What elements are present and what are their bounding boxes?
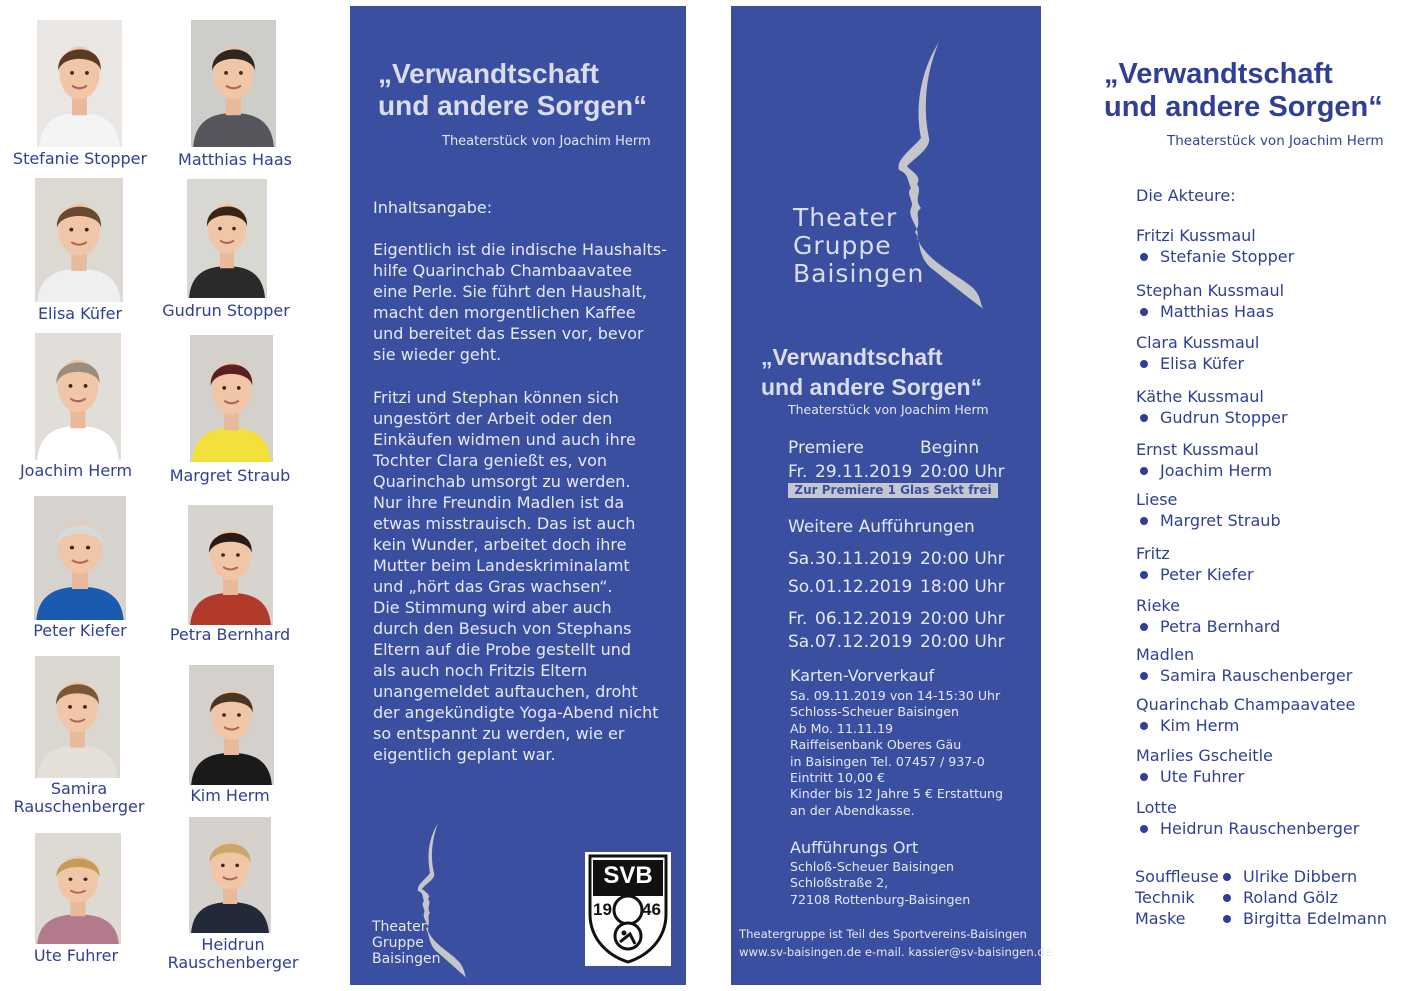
presale-lines-line: Kinder bis 12 Jahre 5 € Erstattung [790,786,1004,802]
portrait-icon [37,20,122,147]
cast-photo [35,833,121,944]
synopsis-text-2: Fritzi und Stephan können sich ungestört der Arbeit oder den Einkäufen widmen und auch ihre Tochter Clara genießt es, von Quarinchab umsorgt zu werden. Nur ihre Freundin Madlen ist da etwas misstrauisch. Das ist auch kein Wunder, arbeitet doch ihre Mutter beim Landeskriminalamt und „hört das Gras wachsen“. Die Stimmung wird aber auch durch den Besuch von Stephans Eltern auf die Probe gestellt und als auch noch Fritzis Eltern unangemeldet auftauchen, droht der angekündigte Yoga-Abend nicht so entspannt zu werden, wie er eigentlich geplant war. [373,388,659,764]
presale-lines-line: Ab Mo. 11.11.19 [790,720,894,736]
cast-role: Lotte [1136,798,1177,817]
portrait-icon [191,20,276,147]
presale-heading: Karten-Vorverkauf [790,666,935,685]
portrait-icon [189,665,274,785]
synopsis-paragraph-1 [373,239,678,365]
synopsis-heading: Inhaltsangabe: [373,198,493,217]
portrait-icon [35,833,121,944]
footer-line1: Theatergruppe ist Teil des Sportvereins-Baisingen [739,927,1027,941]
cast-role: Clara Kussmaul [1136,333,1260,352]
cast-photo [188,505,273,625]
cast-role: Rieke [1136,596,1180,615]
premiere-day: Fr. [788,462,808,482]
play-subtitle-cover: Theaterstück von Joachim Herm [788,402,989,417]
synopsis-text-1: Eigentlich ist die indische Haushalts- hilfe Quarinchab Chambaavatee eine Perle. Sie führt den Haushalt, macht den morgentlichen Kaffee und bereitet das Essen vor, bevor sie wieder geht. [373,240,668,364]
performance-date: 30.11.2019 [815,549,913,569]
group-name-large-line1: Theater [793,203,898,232]
cast-photo [35,178,123,302]
cast-role: Fritz [1136,544,1170,563]
venue-lines-line: 72108 Rottenburg-Baisingen [790,891,971,907]
portrait-icon [187,179,267,298]
caption-heidrun-line1: Heidrun [201,935,265,954]
synopsis-paragraph-2 [373,387,678,765]
cast-actor: Ute Fuhrer [1160,767,1245,786]
venue-lines-line: Schloßstraße 2, [790,875,889,891]
portrait-icon [35,178,123,302]
synopsis-panel [350,6,686,985]
performance-time: 20:00 Uhr [920,632,1005,652]
group-name-large-line2: Gruppe [793,231,892,260]
play-subtitle-right: Theaterstück von Joachim Herm [1167,133,1384,149]
caption-margret: Margret Straub [169,466,291,485]
cast-role: Marlies Gscheitle [1136,746,1273,765]
play-title-right-line1: „Verwandtschaft [1104,58,1333,90]
begin-label: Beginn [920,438,980,458]
crew-role: Souffleuse [1135,867,1219,886]
presale-details [790,688,1003,819]
performance-time: 20:00 Uhr [920,609,1005,629]
portrait-icon [190,335,273,462]
schedule-panel [731,6,1052,985]
club-logo [585,852,671,966]
premiere-date: 29.11.2019 [815,462,913,482]
cast-actor: Gudrun Stopper [1160,408,1288,427]
cast-photo [34,496,126,620]
portrait-icon [35,333,121,460]
caption-heidrun-line2: Rauschenberger [167,953,299,972]
caption-gudrun: Gudrun Stopper [162,301,290,320]
crew-name: Ulrike Dibbern [1243,867,1358,886]
cast-photo [37,20,122,147]
cast-role: Käthe Kussmaul [1136,387,1264,406]
cast-actor: Peter Kiefer [1160,565,1254,584]
caption-heidrun [162,936,304,972]
presale-lines-line: Schloss-Scheuer Baisingen [790,704,959,720]
caption-kim: Kim Herm [190,786,270,805]
cast-actor: Petra Bernhard [1160,617,1281,636]
crew-role: Technik [1135,888,1195,907]
group-name-large-line3: Baisingen [793,259,925,288]
performance-day: Fr. [788,609,808,629]
cast-actor: Stefanie Stopper [1160,247,1295,266]
performance-date: 07.12.2019 [815,632,913,652]
play-title-right [1104,58,1383,125]
cast-actor: Matthias Haas [1160,302,1274,321]
play-subtitle: Theaterstück von Joachim Herm [442,134,651,149]
cast-actor: Margret Straub [1160,511,1281,530]
portrait-icon [34,496,126,620]
presale-lines-line: an der Abendkasse. [790,802,915,818]
caption-petra: Petra Bernhard [169,625,291,644]
cast-photo [189,665,274,785]
caption-samira-line2: Rauschenberger [13,797,145,816]
more-performances-label: Weitere Aufführungen [788,517,975,537]
cast-actor: Samira Rauschenberger [1160,666,1353,685]
cast-actor: Elisa Küfer [1160,354,1245,373]
cast-photo [35,333,121,460]
performance-time: 20:00 Uhr [920,549,1005,569]
cast-role: Fritzi Kussmaul [1136,226,1256,245]
cast-photo [187,179,267,298]
caption-samira [8,780,150,816]
cast-role: Stephan Kussmaul [1136,281,1285,300]
group-name-small [372,919,441,967]
cast-role: Liese [1136,490,1178,509]
cast-photo [35,656,120,778]
premiere-note: Zur Premiere 1 Glas Sekt frei [788,483,998,498]
play-title-right-line2: und andere Sorgen“ [1104,91,1383,124]
venue-lines-line: Schloß-Scheuer Baisingen [790,859,954,874]
play-title-cover [761,342,982,402]
venue-details [790,859,970,908]
play-title [378,58,647,122]
group-name-small-line1: Theater [372,919,427,935]
club-logo-abbr: SVB [603,862,653,889]
caption-joachim: Joachim Herm [19,461,133,480]
play-title-line2: und andere Sorgen“ [378,90,648,122]
portrait-icon [189,817,271,933]
cast-photo [189,817,271,933]
play-title-cover-line1: „Verwandtschaft [761,344,943,370]
premiere-time: 20:00 Uhr [920,462,1005,482]
venue-heading: Aufführungs Ort [790,838,919,857]
cast-actor: Heidrun Rauschenberger [1160,819,1360,838]
group-name-small-line3: Baisingen [372,951,441,967]
cast-list-heading: Die Akteure: [1136,186,1236,205]
caption-ute: Ute Fuhrer [33,946,119,965]
crew-name: Birgitta Edelmann [1243,909,1387,928]
play-title-line1: „Verwandtschaft [378,58,599,89]
presale-lines-line: Sa. 09.11.2019 von 14-15:30 Uhr [790,688,1001,703]
cast-role: Madlen [1136,645,1195,664]
portrait-icon [188,505,273,625]
caption-stefanie: Stefanie Stopper [12,149,148,168]
cast-actor: Joachim Herm [1160,461,1273,480]
group-name-small-line2: Gruppe [372,935,424,951]
crew-role: Maske [1135,909,1186,928]
group-name-large [793,204,924,288]
club-logo-year-left: 19 [593,900,612,919]
cast-role: Quarinchab Champaavatee [1136,695,1356,714]
cast-photo [190,335,273,462]
cast-actor: Kim Herm [1160,716,1240,735]
play-title-cover-line2: und andere Sorgen“ [761,374,983,400]
performance-day: So. [788,577,815,597]
caption-elisa: Elisa Küfer [37,304,123,323]
presale-lines-line: Raiffeisenbank Oberes Gäu [790,737,962,753]
performance-date: 06.12.2019 [815,609,913,629]
caption-samira-line1: Samira [50,779,108,798]
crew-name: Roland Gölz [1243,888,1338,907]
cast-photo [191,20,276,147]
premiere-label: Premiere [788,438,864,458]
caption-peter: Peter Kiefer [33,621,127,640]
performance-date: 01.12.2019 [815,577,913,597]
footer-line2: www.sv-baisingen.de e-mail. kassier@sv-baisingen.de [739,945,1052,959]
caption-matthias: Matthias Haas [178,150,292,169]
cast-role: Ernst Kussmaul [1136,440,1259,459]
presale-lines-line: Eintritt 10,00 € [790,770,886,786]
performance-day: Sa. [788,632,815,652]
presale-lines-line: in Baisingen Tel. 07457 / 937-0 [790,753,985,769]
performance-time: 18:00 Uhr [920,577,1005,597]
performance-day: Sa. [788,549,815,569]
portrait-icon [35,656,120,778]
club-logo-year-right: 46 [642,900,661,919]
